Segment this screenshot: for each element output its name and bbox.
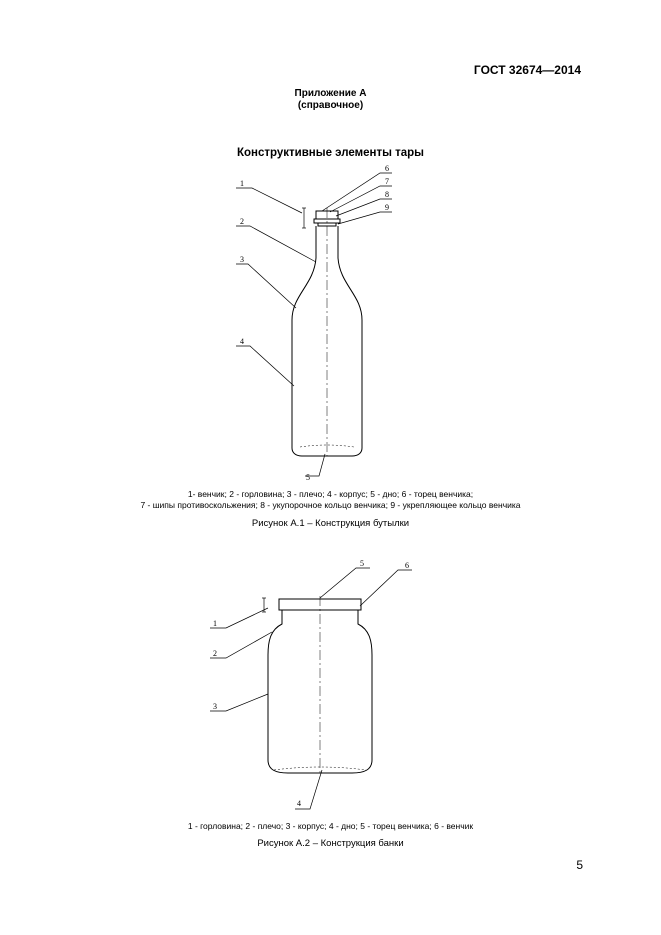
bottle-callout-7: 7 — [385, 177, 389, 186]
bottle-callout-8: 8 — [385, 190, 389, 199]
page-number: 5 — [576, 858, 583, 872]
bottle-callout-2: 2 — [240, 217, 244, 226]
bottle-callout-lines — [236, 173, 392, 476]
jar-callout-numbers — [213, 559, 409, 808]
jar-callout-3: 3 — [213, 702, 217, 711]
figure-2-caption: Рисунок А.2 – Конструкция банки — [257, 838, 404, 849]
bottle-callout-5: 5 — [306, 473, 310, 482]
section-title: Конструктивные элементы тары — [236, 147, 424, 159]
jar-callout-1: 1 — [213, 619, 217, 628]
document-header-standard: ГОСТ 32674—2014 — [473, 63, 581, 77]
jar-callout-4: 4 — [297, 799, 301, 808]
annex-title: Приложение А — [294, 88, 367, 99]
bottle-callout-4: 4 — [240, 337, 244, 346]
figure-1-caption: Рисунок А.1 – Конструкция бутылки — [251, 518, 410, 529]
bottle-legend-line-1: 1- венчик; 2 - горловина; 3 - плечо; 4 - корпус; 5 - дно; 6 - торец венчика; — [187, 489, 474, 499]
jar-legend: 1 - горловина; 2 - плечо; 3 - корпус; 4 - дно; 5 - торец венчика; 6 - венчик — [187, 821, 474, 831]
bottle-callout-numbers — [240, 164, 389, 482]
bottle-legend — [0, 489, 661, 511]
bottle-legend-line-2: 7 - шипы противоскольжения; 8 - укупорочное кольцо венчика; 9 - укрепляющее кольцо венчика — [140, 500, 521, 510]
bottle-callout-1: 1 — [240, 179, 244, 188]
bottle-callout-9: 9 — [385, 203, 389, 212]
jar-callout-2: 2 — [213, 649, 217, 658]
annex-subtitle: (справочное) — [297, 100, 364, 111]
bottle-locking-ring — [318, 223, 336, 226]
jar-callout-6: 6 — [405, 561, 409, 570]
bottle-callout-6: 6 — [385, 164, 389, 173]
bottle-callout-3: 3 — [240, 255, 244, 264]
jar-callout-5: 5 — [360, 559, 364, 568]
